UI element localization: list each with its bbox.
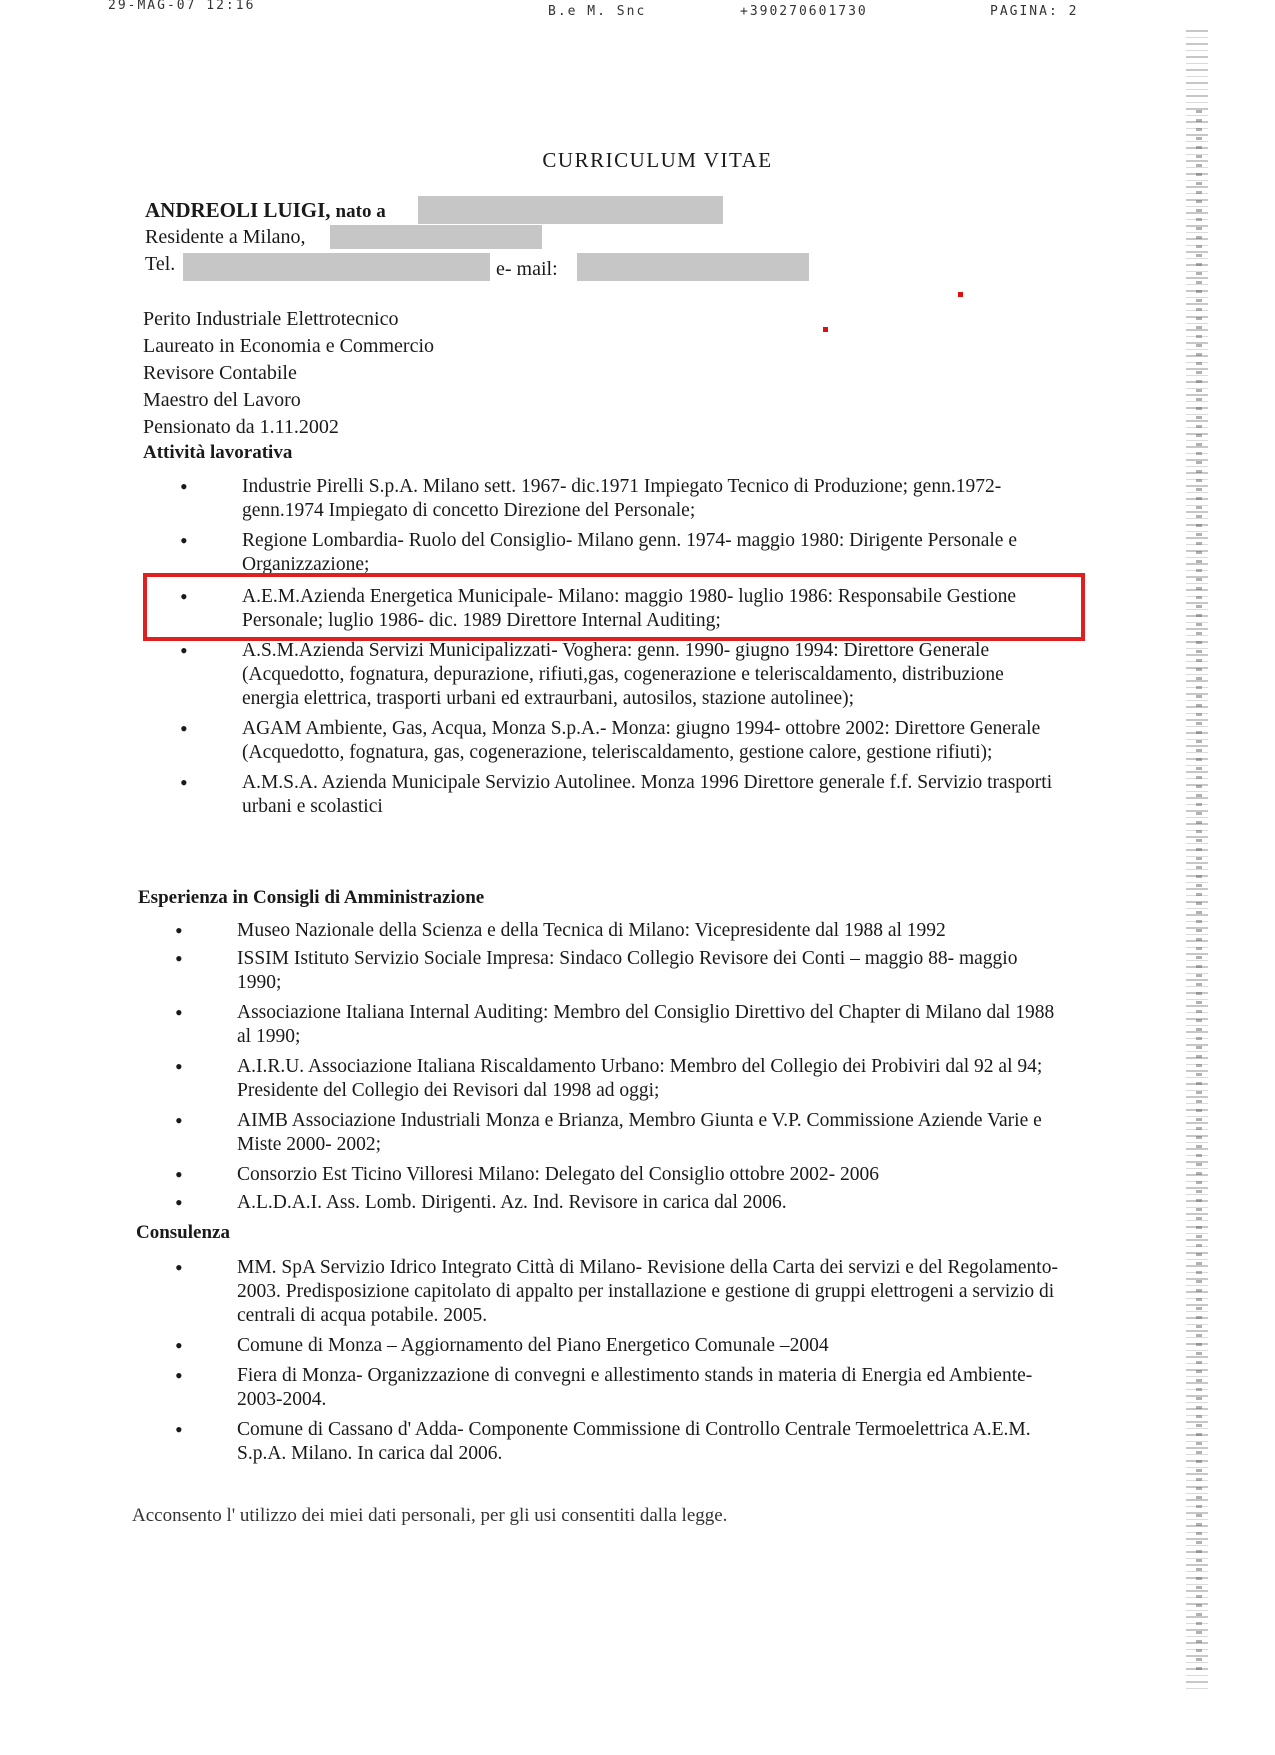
board-item: • ISSIM Istituto Servizio Sociale Impresa: Sindaco Collegio Revisore dei Conti – maggio 88- maggio 1990;: [175, 947, 1063, 995]
scan-edge-artifact-inner: [1196, 110, 1202, 1670]
consulting-item: • Comune di Cassano d' Adda- Componente Commissione di Controllo Centrale Termoelettrica A.E.M. S.p.A. Milano. In carica dal 2006.: [175, 1418, 1065, 1466]
qualification-item: Pensionato da 1.11.2002: [143, 416, 339, 438]
redaction-address: [330, 225, 542, 249]
red-mark: [823, 327, 828, 332]
boards-list: [175, 919, 1063, 1215]
red-mark: [958, 292, 963, 297]
work-item: • A.E.M.Azienda Energetica Municipale- Milano: maggio 1980- luglio 1986: Responsabile Gestione Personale; luglio 1986- dic. 1989 Direttore Internal Auditing;: [180, 585, 1060, 633]
consulting-list: [175, 1256, 1065, 1466]
work-item: • Industrie Pirelli S.p.A. Milano sett. 1967- dic.1971 Impiegato Tecnico di Produzione; genn.1972- genn.1974 Impiegato di concetto Direzione del Personale;: [180, 475, 1060, 523]
name-line: [145, 198, 386, 224]
tel-label: Tel.: [145, 253, 176, 275]
work-item: • Regione Lombardia- Ruolo del Consiglio- Milano genn. 1974- maggio 1980: Dirigente Personale e Organizzazione;: [180, 529, 1060, 577]
consent-statement: Acconsento l' utilizzo dei miei dati personali, per gli usi consentiti dalla legge.: [132, 1505, 728, 1526]
fax-page-number: PAGINA: 2: [990, 4, 1079, 19]
qualification-item: Perito Industriale Elettrotecnico: [143, 308, 399, 330]
board-item: • AIMB Associazione Industriali Monza e Brianza, Membro Giunta e V.P. Commissione Aziende Varie e Miste 2000- 2002;: [175, 1109, 1063, 1157]
redaction-email: [577, 253, 809, 281]
board-item: • A.L.D.A.I. Ass. Lomb. Dirigenti. Az. Ind. Revisore in carica dal 2006.: [175, 1191, 1063, 1215]
consulting-item: • MM. SpA Servizio Idrico Integrato Città di Milano- Revisione della Carta dei servizi e del Regolamento- 2003. Predisposizione capitolato di appalto per installazione e gestione di gruppi elettrogeni a servizio di centrali di acqua potabile. 2005.: [175, 1256, 1065, 1328]
board-item: • Museo Nazionale della Scienza e della Tecnica di Milano: Vicepresidente dal 1988 al 1992: [175, 919, 1063, 943]
work-item: • A.M.S.A. Azienda Municipale Servizio Autolinee. Monza 1996 Direttore generale f.f. Servizio trasporti urbani e scolastici: [180, 771, 1060, 819]
fax-header: [0, 0, 1275, 26]
consulting-item: • Comune di Monza – Aggiornamento del Piano Energetico Comunale –2004: [175, 1334, 1065, 1358]
residence-label: Residente a Milano,: [145, 226, 306, 248]
person-name: ANDREOLI LUIGI,: [145, 198, 331, 222]
email-label: e- mail:: [496, 258, 558, 280]
redaction-phone: [183, 253, 490, 281]
work-item: • AGAM Ambiente, Gas, Acqua, Monza S.p.A.- Monza: giugno 1994- ottobre 2002: Direttore Generale (Acquedotto, fognatura, gas, cogenerazione, teleriscaldamento, gestione calore, gestione rifiuti);: [180, 717, 1060, 765]
board-item: • A.I.R.U. Associazione Italiana Riscaldamento Urbano: Membro del Collegio dei Probiviri dal 92 al 94; Presidente del Collegio dei Revisori dal 1998 ad oggi;: [175, 1055, 1063, 1103]
qualification-item: Revisore Contabile: [143, 362, 297, 384]
highlight-box: [143, 573, 1085, 641]
board-item: • Consorzio Est Ticino Villoresi Milano: Delegato del Consiglio ottobre 2002- 2006: [175, 1163, 1063, 1187]
qualification-item: Maestro del Lavoro: [143, 389, 301, 411]
section-heading-boards: Esperienza in Consigli di Amministrazione: [138, 887, 485, 908]
section-heading-work: Attività lavorativa: [143, 442, 293, 463]
redaction-birthplace: [418, 196, 723, 224]
fax-date-time: 29-MAG-07 12:16: [108, 0, 256, 13]
work-list: [180, 475, 1060, 819]
fax-phone: +390270601730: [740, 4, 868, 19]
fax-sender: B.e M. Snc: [548, 4, 647, 19]
board-item: • Associazione Italiana Internal Auditing: Membro del Consiglio Direttivo del Chapter di Milano dal 1988 al 1990;: [175, 1001, 1063, 1049]
born-label: nato a: [335, 201, 386, 222]
consulting-item: • Fiera di Monza- Organizzazione di convegni e allestimento stands in materia di Energia ed Ambiente- 2003-2004.: [175, 1364, 1065, 1412]
section-heading-consulting: Consulenza: [136, 1222, 230, 1243]
document-title: CURRICULUM VITAE: [542, 148, 773, 172]
work-item: • A.S.M.Azienda Servizi Municipalizzati- Voghera: genn. 1990- giugno 1994: Direttore Generale (Acquedotto, fognatura, depurazione, rifiuti,gas, cogenerazione e teleriscaldamento, distribuzione energia elettrica, trasporti urbani ed extraurbani, autosilos, stazione autolinee);: [180, 639, 1060, 711]
qualification-item: Laureato in Economia e Commercio: [143, 335, 435, 357]
